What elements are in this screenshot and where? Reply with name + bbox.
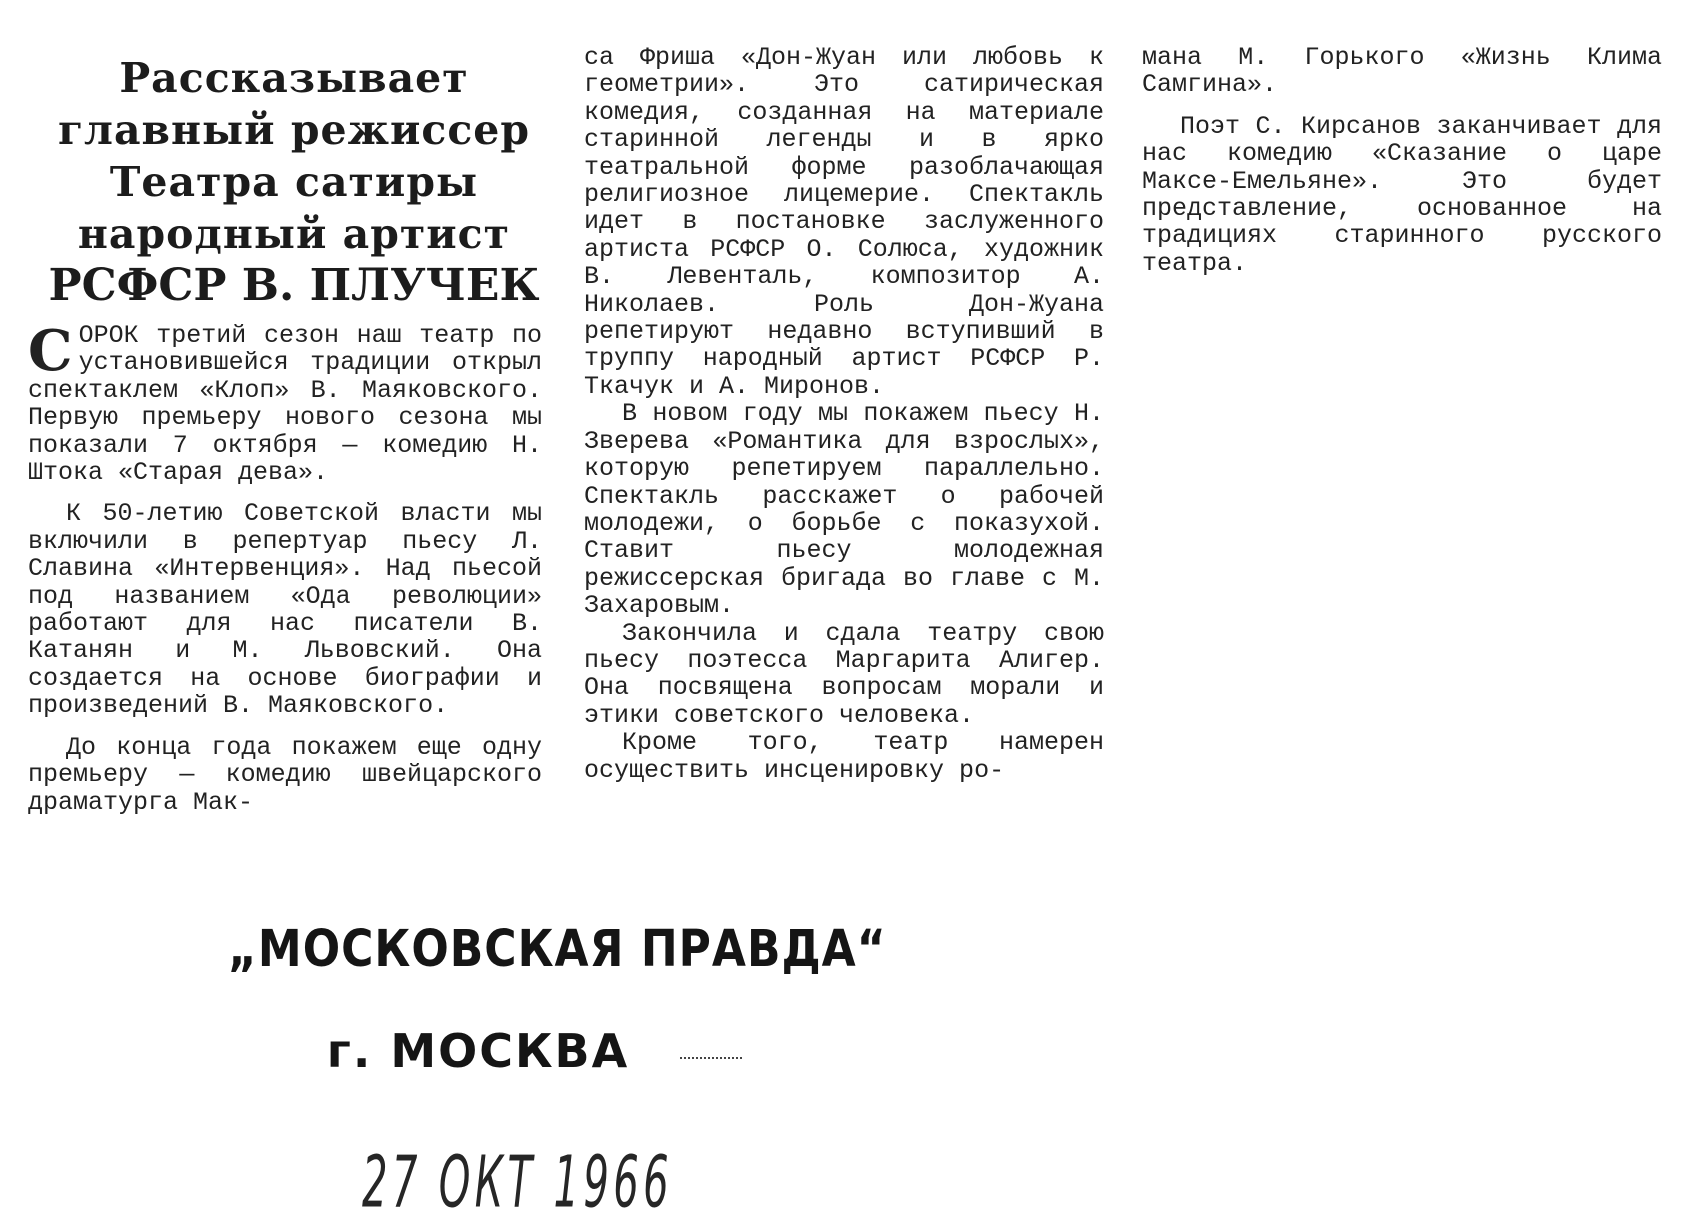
paragraph: са Фриша «Дон-Жуан или любовь к геометрии». Это сатирическая комедия, созданная на материале старинной легенды и в ярко театральной форме разоблачающая религиозное лицемерие. Спектакль идет в постановке заслуженного артиста РСФСР О. Солюса, художник В. Левенталь, композитор А. Николаев. Роль Дон-Жуана репетируют недавно вступивший в труппу народный артист РСФСР Р. Ткачук и А. Миронов.: [584, 43, 1104, 401]
paragraph: Поэт С. Кирсанов заканчивает для нас комедию «Сказание о царе Максе-Емельяне». Это будет представление, основанное на традициях старинного русского театра.: [1142, 111, 1662, 278]
paragraph: мана М. Горького «Жизнь Клима Самгина».: [1142, 43, 1662, 100]
paragraph: СОРОК третий сезон наш театр по установившейся традиции открыл спектаклем «Клоп» В. Маяковского. Первую премьеру нового сезона мы показали 7 октября — комедию Н. Штока «Старая дева».: [28, 318, 542, 488]
paragraph: До конца года покажем еще одну премьеру — комедию швейцарского драматурга Мак-: [28, 732, 542, 817]
headline-line-1: Рассказывает: [119, 54, 469, 102]
newspaper-stamp: [228, 920, 887, 1078]
article-column-3: [1142, 44, 1662, 277]
city-line: [228, 1024, 728, 1078]
city-prefix: г.: [326, 1024, 373, 1078]
paragraph: К 50-летию Советской власти мы включили в репертуар пьесу Л. Славина «Интервенция». Над пьесой под названием «Ода революции» работают для нас писатели В. Катанян и М. Львовский. Она создается на основе биографии и произведений В. Маяковского.: [28, 499, 542, 721]
stamp-underline: [680, 1057, 742, 1059]
city-name: МОСКВА: [390, 1024, 630, 1078]
article-column-2: [584, 44, 1104, 784]
headline-line-3: Театра сатиры: [109, 158, 479, 206]
paragraph: В новом году мы покажем пьесу Н. Зверева «Романтика для взрослых», которую репетируем параллельно. Спектакль расскажет о рабочей молодежи, о борьбе с показухой. Ставит пьесу молодежная режиссерская бригада во главе с М. Захаровым.: [584, 399, 1104, 621]
headline-line-4: народный артист: [77, 210, 511, 258]
headline-line-2: главный режиссер: [57, 106, 531, 154]
article-headline: [36, 52, 552, 312]
date-stamp: 27 ОКТ 1966: [362, 1140, 673, 1224]
paragraph: Кроме того, театр намерен осуществить инсценировку ро-: [584, 728, 1104, 785]
paragraph: Закончила и сдала театру свою пьесу поэтесса Маргарита Алигер. Она посвящена вопросам морали и этики советского человека.: [584, 618, 1104, 730]
headline-line-5: РСФСР В. ПЛУЧЕК: [48, 260, 540, 311]
article-column-1: [28, 318, 542, 817]
newspaper-name: „МОСКОВСКАЯ ПРАВДА“: [228, 920, 887, 979]
